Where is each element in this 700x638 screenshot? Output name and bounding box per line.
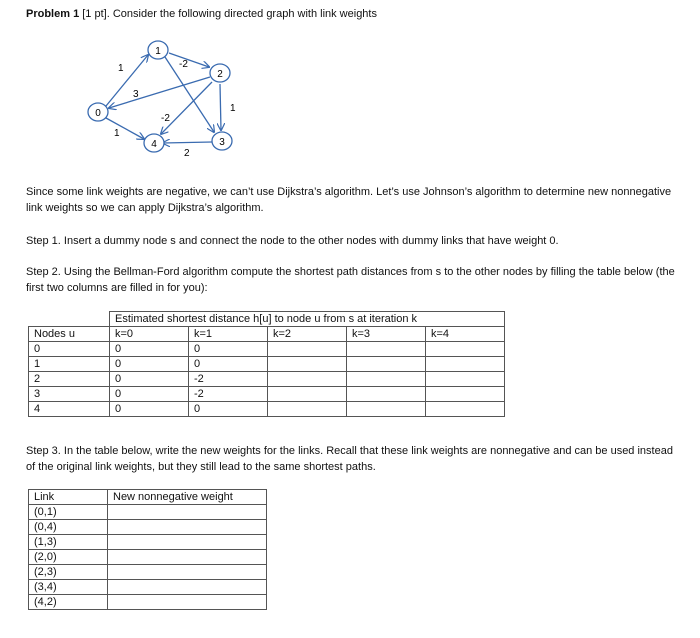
svg-text:4: 4 xyxy=(151,139,157,150)
k3-cell[interactable] xyxy=(347,402,426,417)
svg-text:1: 1 xyxy=(155,46,161,57)
svg-text:3: 3 xyxy=(219,137,225,148)
table-header-row xyxy=(29,490,267,505)
weight-cell[interactable] xyxy=(108,565,267,580)
node-cell: 0 xyxy=(29,342,110,357)
col-header-k2: k=2 xyxy=(268,327,347,342)
step2-paragraph: Step 2. Using the Bellman-Ford algorithm compute the shortest path distances from s to the other nodes by filling the table below (the first two columns are filled in for you): xyxy=(26,266,675,294)
table-row xyxy=(29,372,505,387)
weight-cell[interactable] xyxy=(108,520,267,535)
k1-cell: 0 xyxy=(189,357,268,372)
graph-node-1 xyxy=(148,41,168,59)
k2-cell[interactable] xyxy=(268,342,347,357)
graph-node-3 xyxy=(212,132,232,150)
table-header-row xyxy=(29,327,505,342)
step1-paragraph: Step 1. Insert a dummy node s and connect the node to the other nodes with dummy links that have weight 0. xyxy=(26,235,559,247)
edge-1-2 xyxy=(169,53,209,67)
edge-1-3 xyxy=(165,57,214,132)
problem-number: Problem 1 xyxy=(26,8,80,20)
link-cell: (0,1) xyxy=(29,505,108,520)
edge-2-3 xyxy=(220,84,221,130)
svg-text:0: 0 xyxy=(95,108,101,119)
k1-cell: 0 xyxy=(189,402,268,417)
col-header-k3: k=3 xyxy=(347,327,426,342)
link-cell: (2,3) xyxy=(29,565,108,580)
graph-node-2 xyxy=(210,64,230,82)
node-cell: 4 xyxy=(29,402,110,417)
edge-weight-1-2: -2 xyxy=(179,59,188,70)
k4-cell[interactable] xyxy=(426,342,505,357)
table-title: Estimated shortest distance h[u] to node u from s at iteration k xyxy=(110,312,505,327)
table-row xyxy=(29,535,267,550)
k0-cell: 0 xyxy=(110,342,189,357)
problem-header xyxy=(26,8,377,20)
k0-cell: 0 xyxy=(110,402,189,417)
directed-graph xyxy=(80,38,260,168)
graph-node-4 xyxy=(144,134,164,152)
k1-cell: -2 xyxy=(189,387,268,402)
edge-weight-0-1: 1 xyxy=(118,63,124,74)
link-cell: (2,0) xyxy=(29,550,108,565)
k2-cell[interactable] xyxy=(268,387,347,402)
node-cell: 2 xyxy=(29,372,110,387)
table-row xyxy=(29,580,267,595)
table-row xyxy=(29,342,505,357)
weight-cell[interactable] xyxy=(108,550,267,565)
problem-points: [1 pt]. xyxy=(82,8,110,20)
problem-intro: Consider the following directed graph with link weights xyxy=(112,8,377,20)
table-row xyxy=(29,357,505,372)
col-header-link: Link xyxy=(29,490,108,505)
col-header-weight: New nonnegative weight xyxy=(108,490,267,505)
link-cell: (3,4) xyxy=(29,580,108,595)
link-cell: (1,3) xyxy=(29,535,108,550)
table-row xyxy=(29,505,267,520)
k4-cell[interactable] xyxy=(426,387,505,402)
table-row xyxy=(29,565,267,580)
edge-weight-2-0: 3 xyxy=(133,89,139,100)
weight-cell[interactable] xyxy=(108,580,267,595)
edge-weight-2-4: -2 xyxy=(161,113,170,124)
table-row xyxy=(29,402,505,417)
k2-cell[interactable] xyxy=(268,372,347,387)
table-row xyxy=(29,595,267,610)
edge-weight-0-4: 1 xyxy=(114,128,120,139)
step3-paragraph: Step 3. In the table below, write the new weights for the links. Recall that these link weights are nonnegative and can be used instead of the original link weights, but they still lead to the same shortest paths. xyxy=(26,445,673,473)
k0-cell: 0 xyxy=(110,387,189,402)
k1-cell: 0 xyxy=(189,342,268,357)
bellman-ford-table xyxy=(28,311,505,417)
svg-text:2: 2 xyxy=(217,69,223,80)
k2-cell[interactable] xyxy=(268,357,347,372)
k4-cell[interactable] xyxy=(426,357,505,372)
k2-cell[interactable] xyxy=(268,402,347,417)
table-row xyxy=(29,520,267,535)
col-header-k0: k=0 xyxy=(110,327,189,342)
edge-0-4 xyxy=(106,118,144,139)
table-row xyxy=(29,550,267,565)
col-header-k1: k=1 xyxy=(189,327,268,342)
link-cell: (4,2) xyxy=(29,595,108,610)
table-title-row xyxy=(29,312,505,327)
intro-paragraph: Since some link weights are negative, we can’t use Dijkstra’s algorithm. Let’s use Johnson’s algorithm to determine new nonnegative link weights so we can apply Dijkstra’s algorithm. xyxy=(26,186,672,214)
k3-cell[interactable] xyxy=(347,357,426,372)
link-cell: (0,4) xyxy=(29,520,108,535)
table-row xyxy=(29,387,505,402)
graph-node-0 xyxy=(88,103,108,121)
k0-cell: 0 xyxy=(110,357,189,372)
edge-weight-2-3: 1 xyxy=(230,103,236,114)
weight-cell[interactable] xyxy=(108,595,267,610)
k3-cell[interactable] xyxy=(347,387,426,402)
weight-cell[interactable] xyxy=(108,535,267,550)
k0-cell: 0 xyxy=(110,372,189,387)
new-weights-table xyxy=(28,489,267,610)
k4-cell[interactable] xyxy=(426,372,505,387)
k4-cell[interactable] xyxy=(426,402,505,417)
weight-cell[interactable] xyxy=(108,505,267,520)
k3-cell[interactable] xyxy=(347,372,426,387)
node-cell: 3 xyxy=(29,387,110,402)
edge-weight-3-4: 2 xyxy=(184,148,190,159)
k3-cell[interactable] xyxy=(347,342,426,357)
k1-cell: -2 xyxy=(189,372,268,387)
col-header-k4: k=4 xyxy=(426,327,505,342)
col-header-nodes: Nodes u xyxy=(29,327,110,342)
edge-3-4 xyxy=(163,142,212,143)
node-cell: 1 xyxy=(29,357,110,372)
